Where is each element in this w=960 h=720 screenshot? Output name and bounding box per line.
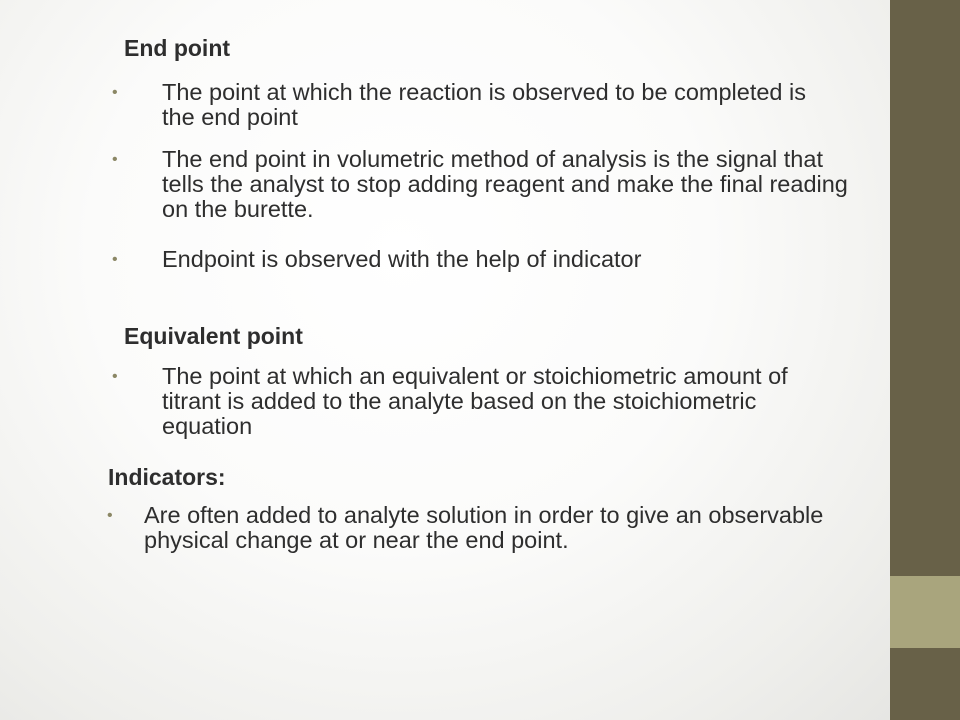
sidebar-accent-band bbox=[890, 576, 960, 648]
sidebar-decoration bbox=[890, 0, 960, 720]
bullet-end-point-indicator: Endpoint is observed with the help of indicator bbox=[162, 246, 642, 272]
bullet-indicators-definition: Are often added to analyte solution in order to give an observable physical change at or near the end point. bbox=[144, 502, 824, 553]
bullet-dot-icon: • bbox=[112, 151, 118, 168]
bullet-dot-icon: • bbox=[112, 84, 118, 101]
heading-end-point: End point bbox=[124, 35, 231, 61]
bullet-dot-icon: • bbox=[112, 251, 118, 268]
bullet-end-point-volumetric: The end point in volumetric method of analysis is the signal that tells the analyst to stop adding reagent and make the final reading on the burette. bbox=[162, 146, 848, 222]
heading-indicators: Indicators: bbox=[108, 464, 226, 490]
bullet-equivalent-point-definition: The point at which an equivalent or stoichiometric amount of titrant is added to the analyte based on the stoichiometric equation bbox=[162, 363, 788, 439]
bullet-dot-icon: • bbox=[112, 368, 118, 385]
heading-equivalent-point: Equivalent point bbox=[124, 323, 303, 349]
bullet-dot-icon: • bbox=[107, 507, 113, 524]
bullet-end-point-definition: The point at which the reaction is observed to be completed is the end point bbox=[162, 79, 807, 130]
